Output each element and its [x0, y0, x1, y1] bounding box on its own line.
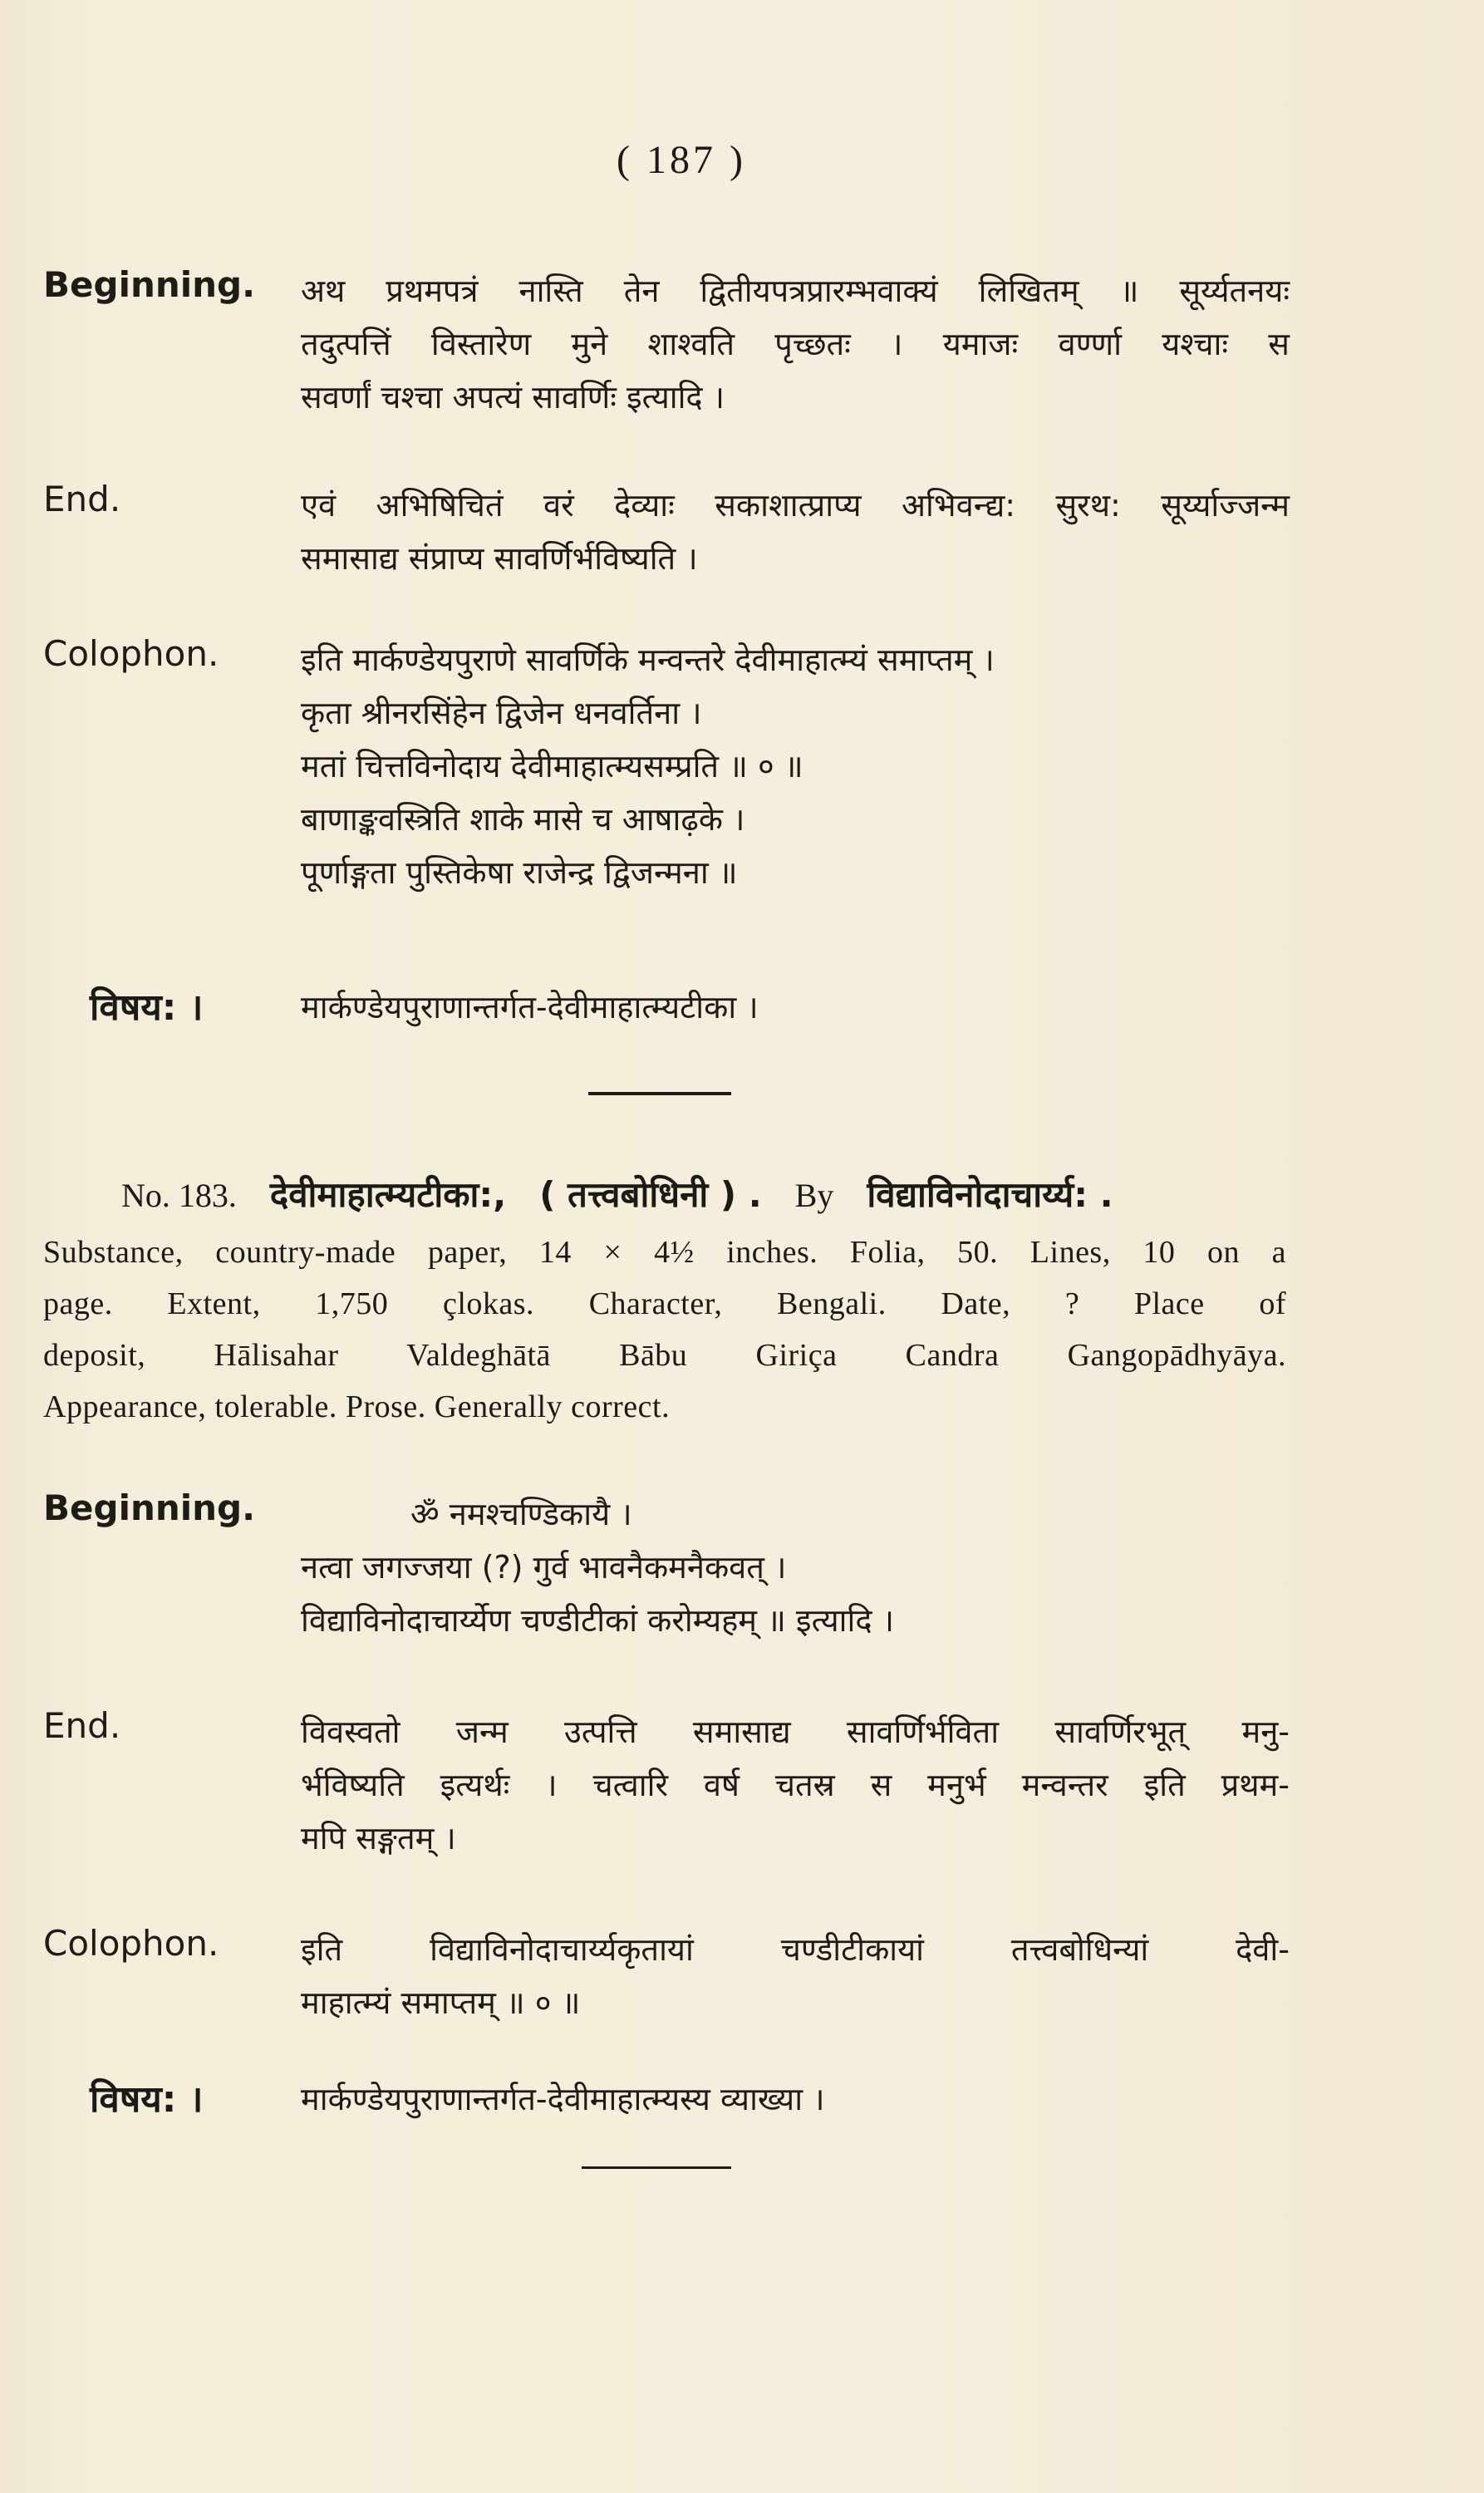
colophon-label: Colophon.	[43, 1923, 219, 1964]
entry-description	[43, 1227, 1286, 1433]
colophon-label: Colophon.	[43, 633, 219, 674]
entry-title: देवीमाहात्म्यटीका:,	[269, 1174, 507, 1215]
visaya-label: विषय: ।	[90, 2078, 204, 2121]
entry-heading	[121, 1170, 1285, 1217]
colophon-line: माहात्म्यं समाप्तम् ॥ ० ॥	[301, 1984, 581, 2021]
colophon-line: इति विद्याविनोदाचार्य्यकृतायां चण्डीटीकायां तत्त्वबोधिन्यां देवी-	[301, 1931, 1290, 1968]
end-line: र्भविष्यति इत्यर्थः । चत्वारि वर्ष चतस्र स मनुर्भ मन्वन्तर इति प्रथम-	[301, 1767, 1290, 1803]
end-line: एवं अभिषिचितं वरं देव्याः सकाशात्प्राप्य अभिवन्द्य: सुरथ: सूर्य्याज्जन्म	[301, 487, 1290, 524]
description-line: page. Extent, 1,750 çlokas. Character, Bengali. Date, ? Place of	[43, 1286, 1286, 1321]
page-number: ( 187 )	[617, 138, 746, 182]
visaya-text	[301, 981, 1290, 1034]
colophon-line: पूर्णाङ्गता पुस्तिकेषा राजेन्द्र द्विजन्मना ॥	[301, 854, 738, 891]
beginning-text	[301, 264, 1290, 424]
entry-author: विद्याविनोदाचार्य्य: .	[867, 1174, 1113, 1215]
section-divider	[582, 2166, 731, 2169]
description-line: deposit, Hālisahar Valdeghātā Bābu Giriça Candra Gangopādhyāya.	[43, 1338, 1286, 1373]
end-line: समासाद्य संप्राप्य सावर्णिर्भविष्यति ।	[301, 540, 698, 577]
beginning-line: ॐ नमश्चण्डिकायै ।	[410, 1496, 632, 1532]
colophon-line: कृता श्रीनरसिंहेन द्विजेन धनवर्तिना ।	[301, 695, 702, 731]
colophon-line: मतां चित्तविनोदाय देवीमाहात्म्यसम्प्रति ॥ ० ॥	[301, 748, 803, 784]
visaya-text	[301, 2073, 1290, 2126]
beginning-line: तदुत्पत्तिं विस्तारेण मुने शाश्वति पृच्छतः । यमाजः वर्ण्णा यश्चाः स	[301, 326, 1290, 362]
colophon-line: बाणाङ्कवस्त्रिति शाके मासे च आषाढ़के ।	[301, 801, 745, 838]
colophon-text	[301, 633, 1290, 899]
end-line: विवस्वतो जन्म उत्पत्ति समासाद्य सावर्णिर्भविता सावर्णिरभूत् मनु-	[301, 1714, 1290, 1750]
entry-number: No. 183.	[121, 1177, 237, 1214]
end-line: मपि सङ्गतम् ।	[301, 1820, 456, 1856]
section-divider	[588, 1092, 731, 1095]
beginning-line: सवर्णां चश्चा अपत्यं सावर्णिः इत्यादि ।	[301, 379, 725, 416]
description-line: Substance, country-made paper, 14 × 4½ inches. Folia, 50. Lines, 10 on a	[43, 1235, 1286, 1270]
visaya-line: मार्कण्डेयपुराणान्तर्गत-देवीमाहात्म्यटीका ।	[301, 989, 759, 1025]
end-label: End.	[43, 479, 121, 519]
entry-by: By	[794, 1177, 834, 1214]
beginning-line: विद्याविनोदाचार्य्येण चण्डीटीकां करोम्यहम् ॥ इत्यादि ।	[301, 1602, 894, 1639]
beginning-text	[301, 1487, 1290, 1647]
end-text	[301, 479, 1290, 585]
description-line: Appearance, tolerable. Prose. Generally correct.	[43, 1389, 671, 1424]
visaya-line: मार्कण्डेयपुराणान्तर्गत-देवीमाहात्म्यस्य व्याख्या ।	[301, 2081, 825, 2117]
end-text	[301, 1705, 1290, 1865]
beginning-label: Beginning.	[43, 1487, 256, 1528]
beginning-line: अथ प्रथमपत्रं नास्ति तेन द्वितीयपत्रप्रारम्भवाक्यं लिखितम् ॥ सूर्य्यतनयः	[301, 273, 1290, 309]
colophon-text	[301, 1923, 1290, 2029]
colophon-line: इति मार्कण्डेयपुराणे सावर्णिके मन्वन्तरे देवीमाहात्म्यं समाप्तम् ।	[301, 642, 995, 678]
beginning-line: नत्वा जगज्जया (?) गुर्व भावनैकमनैकवत् ।	[301, 1549, 787, 1586]
beginning-label: Beginning.	[43, 264, 256, 305]
visaya-label: विषय: ।	[90, 986, 204, 1029]
entry-title-alt: ( तत्त्वबोधिनी ) .	[539, 1174, 762, 1215]
end-label: End.	[43, 1705, 121, 1746]
